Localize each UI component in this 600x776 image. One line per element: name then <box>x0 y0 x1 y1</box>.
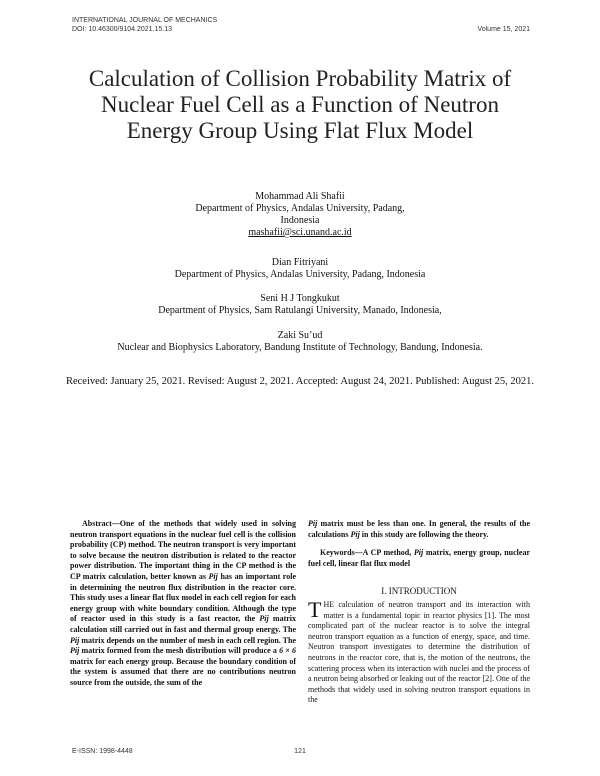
author-name: Mohammad Ali Shafii <box>255 191 345 202</box>
author-affiliation: Department of Physics, Andalas University, Padang, Indonesia <box>174 269 426 280</box>
pij-symbol: Pij <box>308 519 318 528</box>
keywords: Keywords—A CP method, Pij matrix, energy group, nuclear fuel cell, linear flat flux model <box>308 548 531 568</box>
matrix-size: 6 × 6 <box>279 646 297 656</box>
abstract-continued: Pij matrix must be less than one. In general, the results of the calculations Pij in this study are following the theory. <box>308 519 531 539</box>
title-line: Energy Group Using Flat Flux Model <box>126 118 474 143</box>
keywords-label: Keywords— <box>320 548 363 557</box>
author-block <box>40 330 560 354</box>
publication-dates: Received: January 25, 2021. Revised: August 2, 2021. Accepted: August 24, 2021. Published: August 25, 2021. <box>65 376 535 387</box>
pij-symbol: Pij <box>259 614 269 624</box>
pij-symbol: Pij <box>350 529 360 539</box>
abstract: Abstract—One of the methods that widely used in solving neutron transport equations in the nuclear fuel cell is the collision probability (CP) method. The neutron transport is very important to solve because the neutron distribution is related to the reactor power distribution. The important thing in the CP method is the CP matrix calculation, better known as Pij has an important role in determining the neutron flux distribution in the reactor core. This study uses a linear flat flux model in each cell region for each energy group with white boundary condition. Although the type of reactor used in this study is a fast reactor, the Pij matrix calculation still carried out in fast and thermal group energy. The Pij matrix depends on the number of mesh in each cell region. The Pij matrix formed from the mesh distribution will produce a 6 × 6 matrix for each energy group. Because the boundary condition of the system is assumed that there are no contributions neutron source from the outside, the sum of the <box>70 519 297 687</box>
section-heading: I. INTRODUCTION <box>381 586 457 596</box>
author-affiliation: Indonesia <box>280 215 320 226</box>
page-number: 121 <box>294 748 306 755</box>
doi: DOI: 10.46300/9104.2021.15.13 <box>72 26 173 33</box>
drop-cap: T <box>308 597 322 622</box>
pij-symbol: Pij <box>70 646 80 656</box>
title-line: Calculation of Collision Probability Matrix of <box>88 66 512 91</box>
pij-symbol: Pij <box>413 548 424 557</box>
author-block <box>40 191 560 239</box>
author-affiliation: Nuclear and Biophysics Laboratory, Bandung Institute of Technology, Bandung, Indonesia. <box>117 342 483 353</box>
journal-name: INTERNATIONAL JOURNAL OF MECHANICS <box>72 17 218 24</box>
author-name: Seni H J Tongkukut <box>260 293 340 304</box>
title-line: Nuclear Fuel Cell as a Function of Neutron <box>101 92 499 117</box>
paper-title <box>40 66 560 144</box>
author-block <box>40 293 560 317</box>
author-affiliation: Department of Physics, Andalas University, Padang, <box>195 203 405 214</box>
author-email[interactable]: mashafii@sci.unand.ac.id <box>248 227 352 238</box>
issn: E-ISSN: 1998-4448 <box>72 748 133 755</box>
author-block <box>40 257 560 281</box>
pij-symbol: Pij <box>70 635 80 645</box>
introduction-text: THE calculation of neutron transport and its interaction with matter is a fundamental topic in reactor physics [1]. The most complicated part of the nuclear reactor is to solve the integral neutron transport equation as a function of energy, space, and time. Neutron transport investigates to determine the distribution of neutrons in the reactor core, that is, the motion of the neutrons, the scattering process when its interaction with nuclei and the process of a neutron being absorbed or leaking out of the reactor [2]. One of the methods that widely used in solving neutron transport equations in the <box>308 597 530 705</box>
author-name: Dian Fitriyani <box>271 257 329 268</box>
pij-symbol: Pij <box>208 571 218 581</box>
abstract-label: Abstract— <box>82 519 120 528</box>
volume: Volume 15, 2021 <box>477 26 530 33</box>
author-name: Zaki Su’ud <box>277 330 323 341</box>
author-affiliation: Department of Physics, Sam Ratulangi University, Manado, Indonesia, <box>158 305 442 316</box>
